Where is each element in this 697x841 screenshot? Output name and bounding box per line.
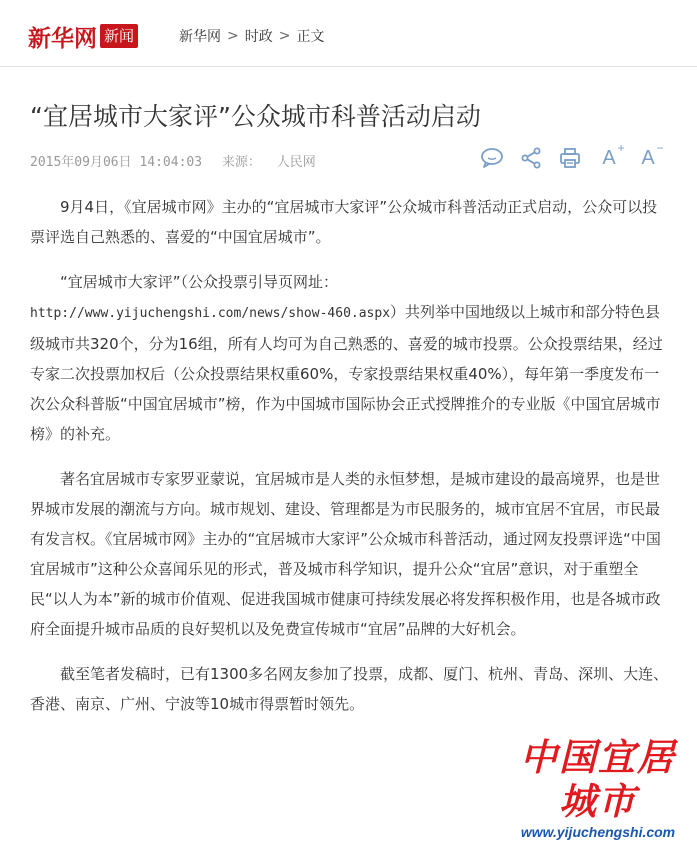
site-logo[interactable] [28,21,138,51]
paragraph: 截至笔者发稿时，已有1300多名网友参加了投票，成都、厦门、杭州、青岛、深圳、大连、香港、南京、广州、宁波等10城市得票暂时领先。 [30,665,669,713]
publish-datetime: 2015年09月06日 14:04:03 [30,155,203,170]
watermark-title: 中国宜居城市 [520,735,676,823]
article-title: “宜居城市大家评”公众城市科普活动启动 [30,102,481,131]
top-bar [0,0,697,67]
paragraph: 9月4日，《宜居城市网》主办的“宜居城市大家评”公众城市科普活动正式启动，公众可以投票评选自己熟悉的、喜爱的“中国宜居城市”。 [30,198,658,246]
article-body [30,192,670,734]
comment-icon[interactable] [480,146,504,170]
paragraph [30,267,670,449]
watermark [503,735,693,841]
breadcrumb-item-home[interactable]: 新华网 [179,29,221,45]
breadcrumb-item-politics[interactable]: 时政 [244,29,273,45]
print-icon[interactable] [558,146,582,170]
source-link[interactable]: 人民网 [276,155,316,170]
font-decrease-icon[interactable]: A − [641,140,664,169]
share-icon[interactable] [519,146,543,170]
breadcrumb-item-current: 正文 [296,29,325,45]
logo-text: 新华网 [28,24,97,52]
breadcrumb-separator: > [278,28,291,44]
watermark-url: www.yijuchengshi.com [520,824,676,840]
article-meta [30,151,316,170]
breadcrumb [179,26,324,46]
font-increase-icon[interactable]: A + [602,140,625,169]
survey-url: http://www.yijuchengshi.com/news/show-460.aspx [30,306,391,321]
paragraph: 著名宜居城市专家罗亚蒙说，宜居城市是人类的永恒梦想，是城市建设的最高境界，也是世界城市发展的潮流与方向。城市规划、建设、管理都是为市民服务的，城市宜居不宜居，市民最有发言权。《宜居城市网》主办的“宜居城市大家评”公众城市科普活动，通过网友投票评选“中国宜居城市”这种公众喜闻乐见的形式，普及城市科学知识，提升公众“宜居”意识，对于重塑全民“以人为本”新的城市价值观、促进我国城市健康可持续发展必将发挥积极作用，也是各城市政府全面提升城市品质的良好契机以及免费宣传城市“宜居”品牌的大好机会。 [30,470,661,638]
paragraph-text: “宜居城市大家评”（公众投票引导页网址： [60,273,339,291]
paragraph-text: ）共列举中国地级以上城市和部分特色县级城市共320个，分为16组，所有人均可为自己熟悉的、喜爱的城市投票。公众投票结果，经过专家二次投票加权后（公众投票结果权重60%，专家投票结果权重40%），每年第一季度发布一次公众科普版“中国宜居城市”榜，作为中国城市国际协会正式授牌推介的专业版《中国宜居城市榜》的补充。 [30,303,663,443]
breadcrumb-separator: > [227,28,239,44]
source-label: 来源： [221,155,261,170]
logo-tag: 新闻 [100,24,138,48]
article-toolbar [480,140,675,172]
